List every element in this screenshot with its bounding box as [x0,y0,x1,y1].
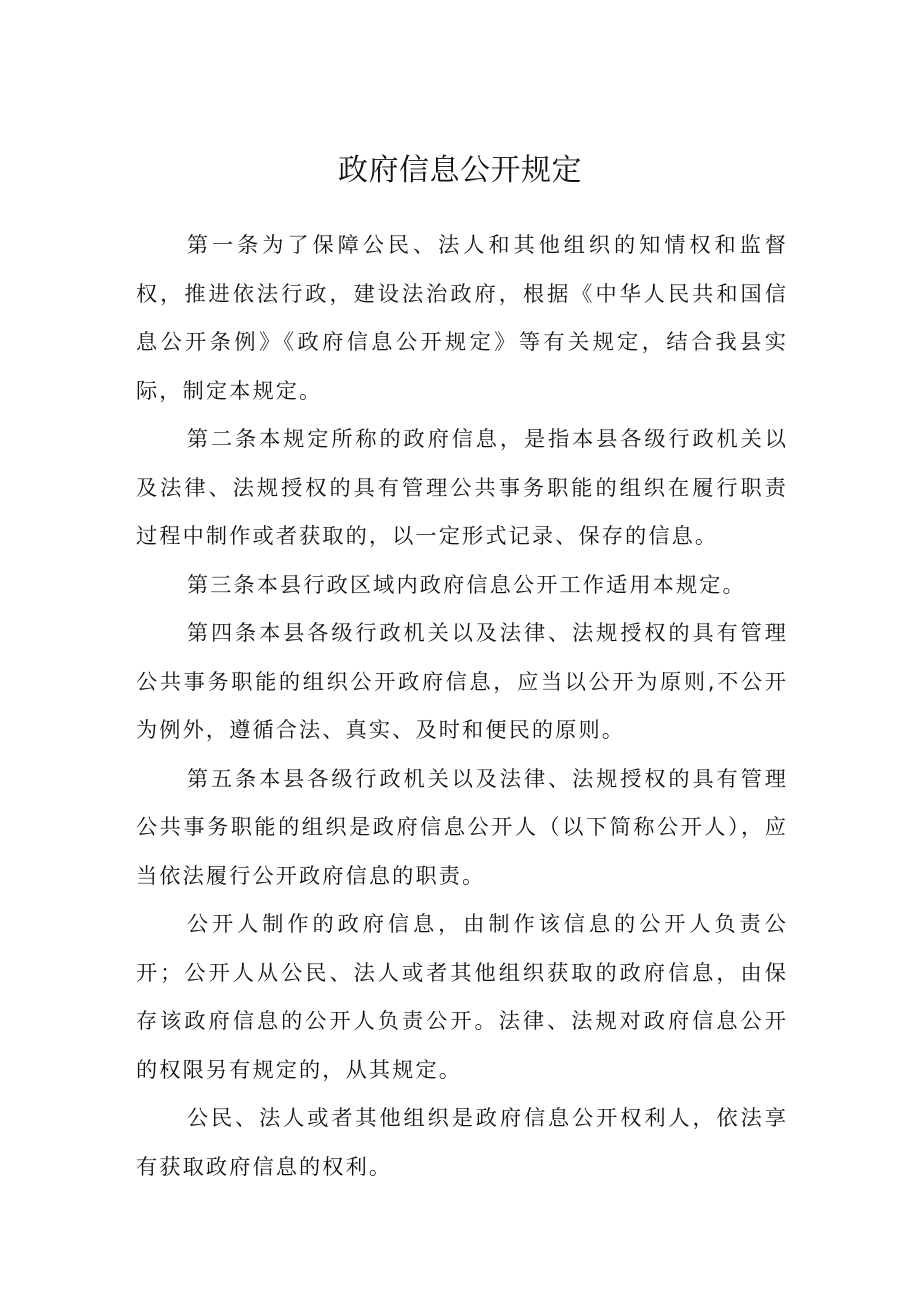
page-title: 政府信息公开规定 [338,153,582,188]
rights-holder-paragraph: 公民、法人或者其他组织是政府信息公开权利人，依法享有获取政府信息的权利。 [136,1105,788,1179]
article-4-paragraph: 第四条本县各级行政机关以及法律、法规授权的具有管理公共事务职能的组织公开政府信息，应当以公开为原则,不公开为例外，遵循合法、真实、及时和便民的原则。 [136,620,788,742]
document-body [136,221,788,1191]
article-3-paragraph: 第三条本县行政区域内政府信息公开工作适用本规定。 [186,571,746,597]
article-2-paragraph: 第二条本规定所称的政府信息，是指本县各级行政机关以及法律、法规授权的具有管理公共事务职能的组织在履行职责过程中制作或者获取的，以一定形式记录、保存的信息。 [136,426,788,548]
article-1-paragraph: 第一条为了保障公民、法人和其他组织的知情权和监督权，推进依法行政，建设法治政府，根据《中华人民共和国信息公开条例》《政府信息公开规定》等有关规定，结合我县实际，制定本规定。 [136,232,788,403]
publisher-responsibility-paragraph: 公开人制作的政府信息，由制作该信息的公开人负责公开；公开人从公民、法人或者其他组织获取的政府信息，由保存该政府信息的公开人负责公开。法律、法规对政府信息公开的权限另有规定的，从其规定。 [136,911,788,1082]
article-5-paragraph: 第五条本县各级行政机关以及法律、法规授权的具有管理公共事务职能的组织是政府信息公开人（以下简称公开人），应当依法履行公开政府信息的职责。 [136,765,788,888]
